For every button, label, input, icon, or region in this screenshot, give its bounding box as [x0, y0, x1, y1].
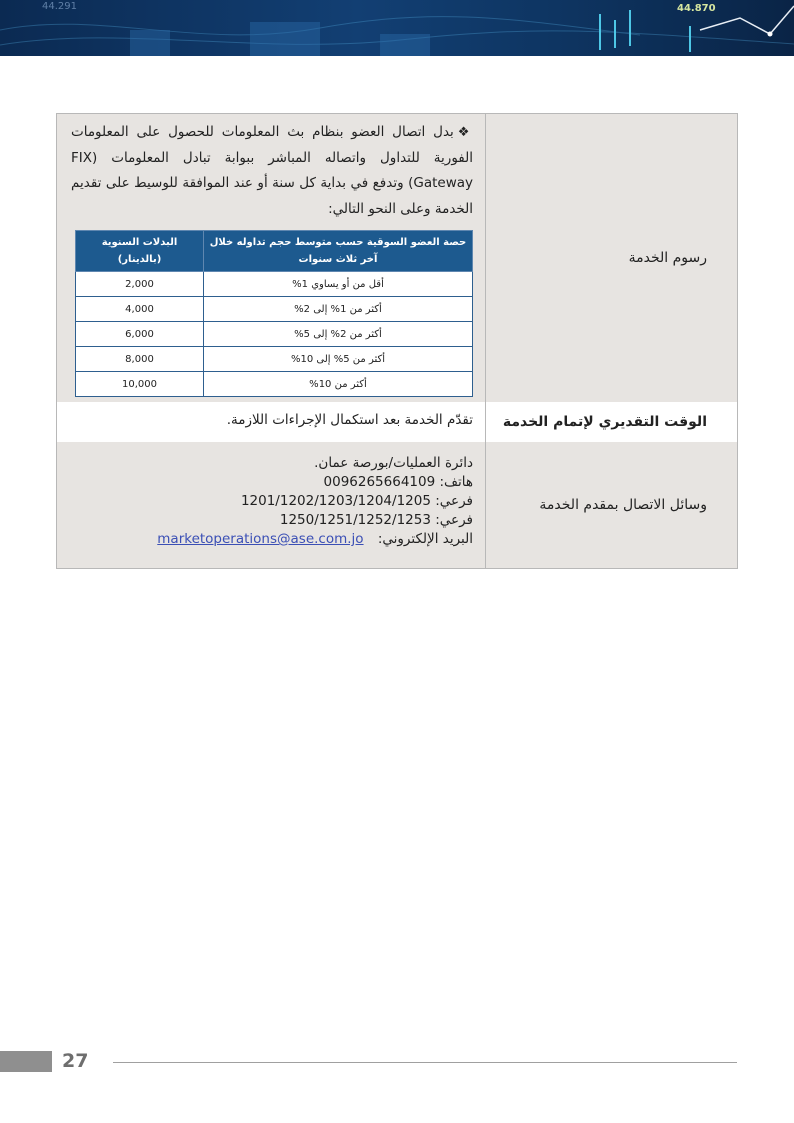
contact-content: [57, 442, 485, 568]
page-number: 27: [62, 1050, 89, 1072]
contact-row: [57, 442, 737, 568]
email-line: [71, 530, 473, 549]
table-row: [76, 372, 473, 397]
phone-line: [71, 473, 473, 492]
extension-label: فرعي:: [435, 512, 473, 528]
fees-description: بدل اتصال العضو بنظام بث المعلومات للحصول على المعلومات الفورية للتداول واتصاله المباشر ببوابة تبادل المعلومات (FIX Gateway) وتدفع في بداية كل سنة أو عند الموافقة للوسيط على تقديم الخدمة وعلى النحو التالي:: [71, 124, 473, 217]
footer-bar: [0, 1051, 52, 1072]
fees-content: [57, 114, 485, 402]
extension-line-1: [71, 492, 473, 511]
footer-divider: [113, 1062, 737, 1063]
tier-share: أكثر من 10%: [204, 372, 473, 397]
time-row: [57, 402, 737, 442]
table-row: [76, 322, 473, 347]
tier-share: أكثر من 2% إلى 5%: [204, 322, 473, 347]
table-row: [76, 347, 473, 372]
header-market-share: حصة العضو السوقية حسب متوسط حجم تداوله خلال آخر ثلاث سنوات: [204, 231, 473, 272]
banner-ticker-left: 44.291: [42, 1, 77, 12]
extension-numbers: 1201/1202/1203/1204/1205: [240, 493, 431, 509]
header-banner: [0, 0, 794, 56]
header-annual-fee: البدلات السنوية (بالدينار): [76, 231, 204, 272]
extension-numbers: 1250/1251/1252/1253: [279, 512, 431, 528]
tier-share: أكثر من 5% إلى 10%: [204, 347, 473, 372]
email-link[interactable]: marketoperations@ase.com.jo: [157, 531, 364, 547]
banner-ticker-right: 44.870: [677, 3, 716, 14]
phone-label: هاتف:: [439, 474, 473, 490]
service-details-table: [56, 113, 738, 569]
fees-label: رسوم الخدمة: [485, 114, 737, 402]
department: دائرة العمليات/بورصة عمان.: [314, 455, 473, 471]
diamond-bullet-icon: ❖: [457, 125, 473, 140]
tier-fee: 6,000: [76, 322, 204, 347]
fees-row: [57, 114, 737, 402]
tier-fee: 8,000: [76, 347, 204, 372]
stock-chart-graphic: [0, 0, 794, 56]
extension-line-2: [71, 511, 473, 530]
tier-fee: 4,000: [76, 297, 204, 322]
fee-tiers-table: [75, 230, 473, 397]
table-row: [76, 297, 473, 322]
time-label: الوقت التقديري لإتمام الخدمة: [485, 402, 737, 442]
tier-fee: 2,000: [76, 272, 204, 297]
extension-label: فرعي:: [435, 493, 473, 509]
tier-fee: 10,000: [76, 372, 204, 397]
email-label: البريد الإلكتروني:: [377, 531, 473, 547]
tier-share: أقل من أو يساوي 1%: [204, 272, 473, 297]
time-value: تقدّم الخدمة بعد استكمال الإجراءات اللازمة.: [226, 412, 473, 428]
contact-label: وسائل الاتصال بمقدم الخدمة: [485, 442, 737, 568]
phone-number: 0096265664109: [323, 474, 436, 490]
tier-share: أكثر من 1% إلى 2%: [204, 297, 473, 322]
table-row: [76, 272, 473, 297]
